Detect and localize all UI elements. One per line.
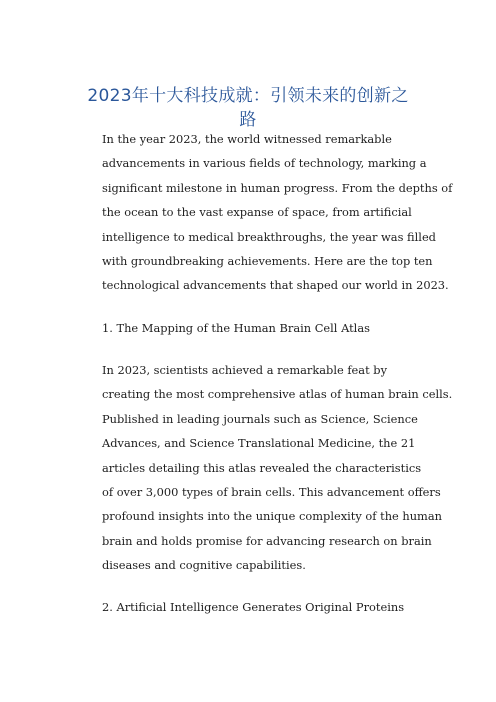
title-line-1: 2023年十大科技成就：引领未来的创新之 xyxy=(87,86,409,106)
intro-paragraph xyxy=(74,127,453,298)
paragraph-line: technological advancements that shaped our world in 2023. xyxy=(102,278,449,293)
paragraph-line: the ocean to the vast expanse of space, from artificial xyxy=(102,205,412,220)
paragraph-line: profound insights into the unique complexity of the human xyxy=(102,509,442,524)
paragraph-line: brain and holds promise for advancing research on brain xyxy=(102,533,432,548)
document-title xyxy=(60,84,436,132)
paragraph-line: of over 3,000 types of brain cells. This advancement offers xyxy=(102,485,441,500)
paragraph-line: articles detailing this atlas revealed the characteristics xyxy=(102,460,422,475)
paragraph-line: creating the most comprehensive atlas of human brain cells. xyxy=(102,387,453,402)
paragraph-line: Published in leading journals such as Science, Science xyxy=(102,411,418,426)
paragraph-line: Advances, and Science Translational Medicine, the 21 xyxy=(102,436,416,451)
section-1-heading: 1. The Mapping of the Human Brain Cell Atlas xyxy=(102,321,370,335)
paragraph-line: In the year 2023, the world witnessed remarkable xyxy=(102,132,392,146)
paragraph-line: with groundbreaking achievements. Here are the top ten xyxy=(102,254,433,269)
title-line-2: 路 xyxy=(239,110,257,130)
section-1-paragraph xyxy=(74,358,453,578)
paragraph-line: diseases and cognitive capabilities. xyxy=(102,558,306,573)
paragraph-line: In 2023, scientists achieved a remarkable feat by xyxy=(102,363,388,377)
paragraph-line: intelligence to medical breakthroughs, the year was filled xyxy=(102,229,436,244)
section-2-heading: 2. Artificial Intelligence Generates Original Proteins xyxy=(102,600,405,614)
paragraph-line: significant milestone in human progress. From the depths of xyxy=(102,180,453,195)
paragraph-line: advancements in various fields of technology, marking a xyxy=(102,156,427,171)
